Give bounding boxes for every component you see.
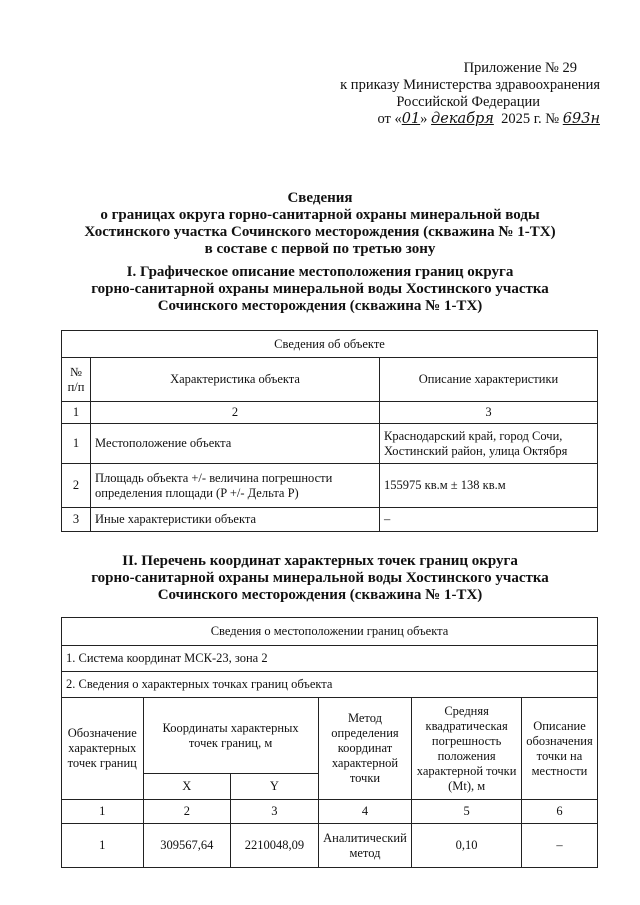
table2-caption: Сведения о местоположении границ объекта (62, 618, 598, 646)
table2-numbering-3: 3 (231, 800, 319, 824)
table1-header-description: Описание характеристики (380, 358, 598, 402)
table2-cell: 1 (62, 824, 144, 868)
table2-cell: 2210048,09 (231, 824, 319, 868)
table-row (62, 464, 598, 508)
table2-header-x: X (143, 774, 231, 800)
table1-numbering-1: 1 (62, 402, 91, 424)
section-1-heading (0, 264, 640, 315)
object-info-table (61, 330, 598, 532)
title-line-3: Хостинского участка Сочинского месторождения (скважина № 1-ТХ) (84, 224, 556, 240)
document-title (0, 190, 640, 258)
table1-cell: Площадь объекта +/- величина погрешности определения площади (P +/- Дельта P) (91, 464, 380, 508)
table1-numbering-2: 2 (91, 402, 380, 424)
table2-header-y: Y (231, 774, 319, 800)
section-1-line-3: Сочинского месторождения (скважина № 1-ТХ) (157, 298, 483, 314)
section-2-line-3: Сочинского месторождения (скважина № 1-ТХ) (157, 587, 483, 603)
section-2-heading (0, 553, 640, 604)
table1-header-characteristic: Характеристика объекта (91, 358, 380, 402)
section-2-line-2: горно-санитарной охраны минеральной воды Хостинского участка (91, 570, 549, 586)
title-line-1: Сведения (287, 190, 353, 206)
annex-order: к приказу Министерства здравоохранения (340, 77, 600, 93)
table2-coordinate-system: 1. Система координат МСК-23, зона 2 (62, 646, 598, 672)
annex-federation: Российской Федерации (396, 94, 540, 110)
annex-date-line (0, 111, 600, 128)
section-2-line-1: II. Перечень координат характерных точек границ округа (122, 553, 518, 569)
table2-numbering-4: 4 (318, 800, 412, 824)
date-year: 2025 г. № (501, 111, 560, 127)
table2-header-coords: Координаты характерных точек границ, м (143, 698, 318, 774)
table1-caption: Сведения об объекте (62, 331, 598, 358)
table1-cell: 1 (62, 424, 91, 464)
title-line-4: в составе с первой по третью зону (204, 241, 436, 257)
coordinates-table (61, 617, 598, 868)
table1-header-num: № п/п (62, 358, 91, 402)
table2-header-description: Описание обозначения точки на местности (521, 698, 597, 800)
table1-cell: 155975 кв.м ± 138 кв.м (380, 464, 598, 508)
table-row (62, 824, 598, 868)
table2-numbering-6: 6 (521, 800, 597, 824)
order-number: 693н (562, 111, 600, 127)
table2-numbering-2: 2 (143, 800, 231, 824)
annex-header (0, 60, 600, 128)
date-month: декабря (431, 111, 494, 127)
table2-numbering-5: 5 (412, 800, 522, 824)
section-1-line-2: горно-санитарной охраны минеральной воды Хостинского участка (91, 281, 549, 297)
table-row (62, 424, 598, 464)
date-prefix: от « (377, 111, 402, 127)
annex-number: Приложение № 29 (463, 60, 577, 76)
table1-cell: 2 (62, 464, 91, 508)
table2-cell: Аналитический метод (318, 824, 412, 868)
date-day: 01 (401, 111, 421, 127)
table2-cell: – (521, 824, 597, 868)
table2-header-method: Метод определения координат характерной точки (318, 698, 412, 800)
table1-cell: Местоположение объекта (91, 424, 380, 464)
table1-cell: Иные характеристики объекта (91, 508, 380, 532)
table2-numbering-1: 1 (62, 800, 144, 824)
table1-cell: Краснодарский край, город Сочи, Хостинский район, улица Октября (380, 424, 598, 464)
table2-points-title: 2. Сведения о характерных точках границ объекта (62, 672, 598, 698)
table2-cell: 0,10 (412, 824, 522, 868)
title-line-2: о границах округа горно-санитарной охраны минеральной воды (100, 207, 540, 223)
table-row (62, 508, 598, 532)
table1-cell: 3 (62, 508, 91, 532)
table2-header-designation: Обозначение характерных точек границ (62, 698, 144, 800)
section-1-line-1: I. Графическое описание местоположения границ округа (126, 264, 514, 280)
date-sep: » (420, 111, 428, 127)
table2-header-error: Средняя квадратическая погрешность положения характерной точки (Mt), м (412, 698, 522, 800)
table1-numbering-3: 3 (380, 402, 598, 424)
table1-cell: – (380, 508, 598, 532)
table2-cell: 309567,64 (143, 824, 231, 868)
